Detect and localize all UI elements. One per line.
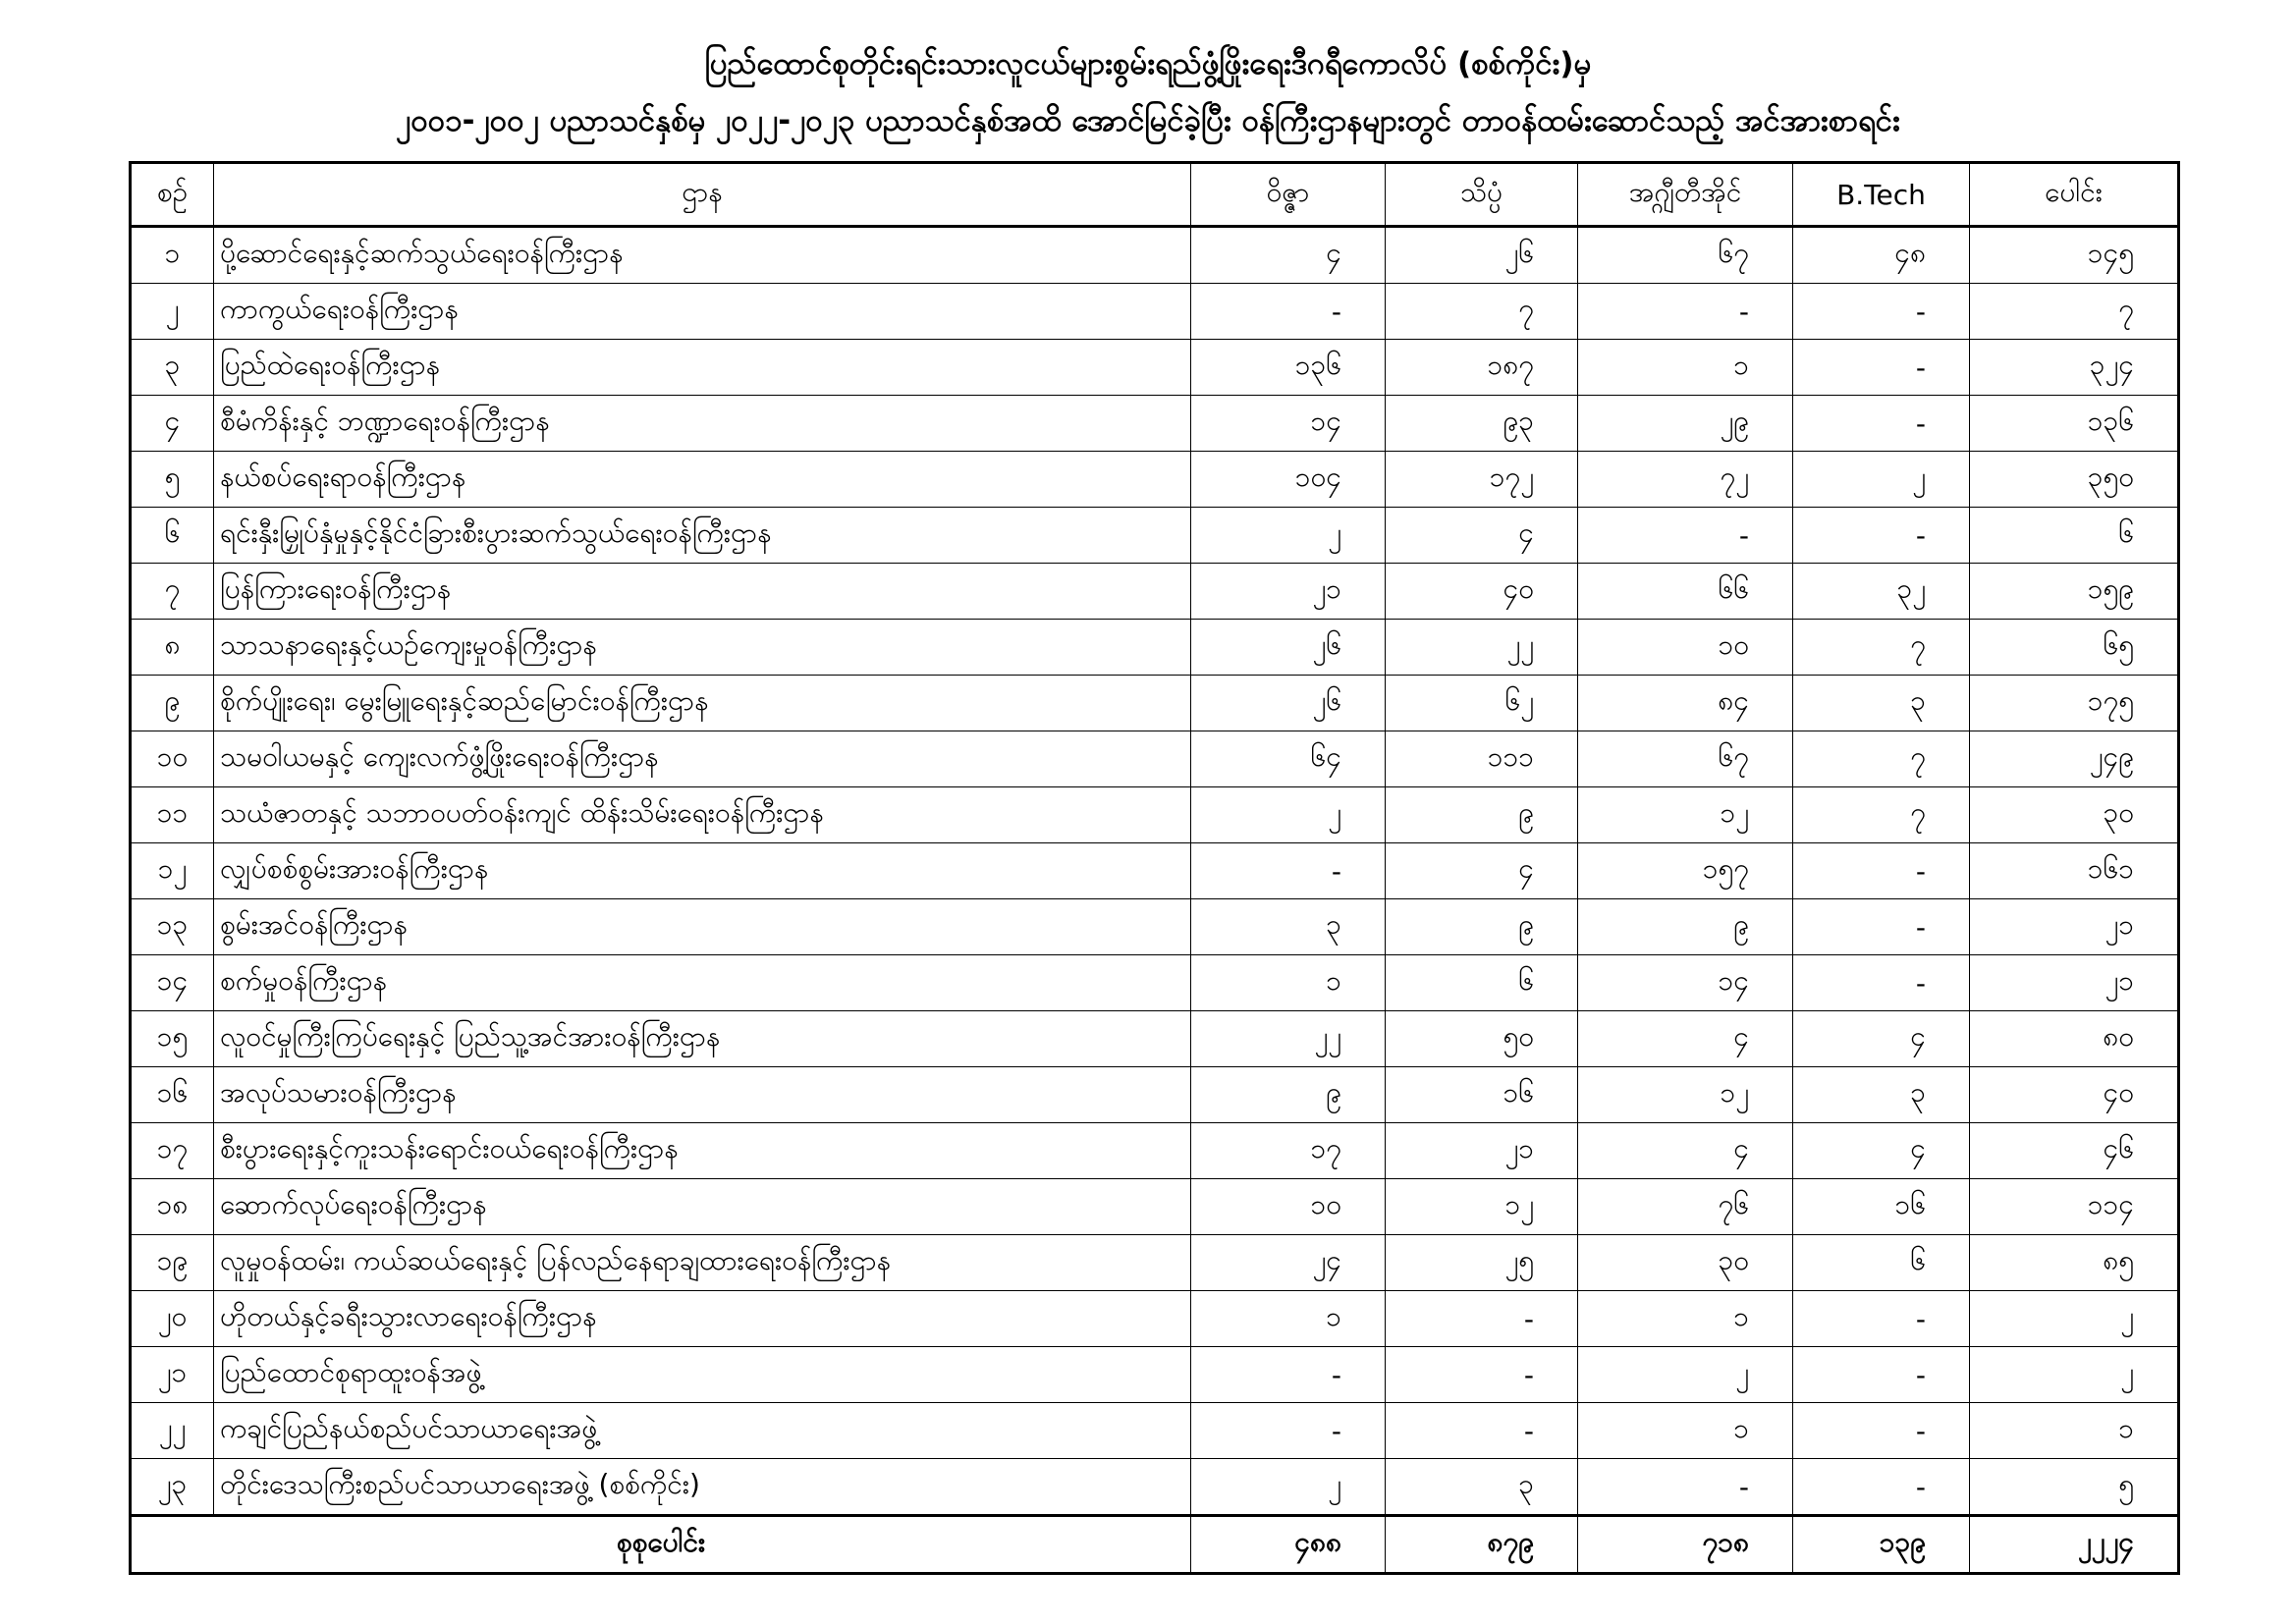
row-total: ၁၃၆: [1970, 396, 2179, 452]
row-total: ၄၀: [1970, 1067, 2179, 1123]
science-count: ၇: [1386, 284, 1578, 340]
row-number: ၁၃: [131, 899, 214, 955]
table-row: [131, 340, 2179, 396]
science-count: ၆၂: [1386, 676, 1578, 731]
science-count: ၁၈၇: [1386, 340, 1578, 396]
department-name: ပြည်ထောင်စုရာထူးဝန်အဖွဲ့: [214, 1347, 1191, 1403]
engineering-count: ၆၇: [1578, 227, 1793, 284]
engineering-count: ၇၆: [1578, 1179, 1793, 1235]
row-number: ၁၉: [131, 1235, 214, 1291]
row-number: ၂၂: [131, 1403, 214, 1459]
table-row: [131, 1347, 2179, 1403]
department-name: ရင်းနှီးမြှုပ်နှံမှုနှင့်နိုင်ငံခြားစီးပွားဆက်သွယ်ရေးဝန်ကြီးဌာန: [214, 508, 1191, 564]
row-number: ၁၀: [131, 731, 214, 787]
table-row: [131, 620, 2179, 676]
row-number: ၁၁: [131, 787, 214, 843]
engineering-count: ၆၆: [1578, 564, 1793, 620]
header-no: စဉ်: [131, 163, 214, 227]
header-engineering: အဂ္ဂျီတီအိုင်: [1578, 163, 1793, 227]
engineering-count: ၇၂: [1578, 452, 1793, 508]
table-row: [131, 452, 2179, 508]
row-total: ၂၁: [1970, 955, 2179, 1011]
row-total: ၃၅၀: [1970, 452, 2179, 508]
row-total: ၁: [1970, 1403, 2179, 1459]
staff-strength-table: [129, 161, 2180, 1575]
table-row: [131, 955, 2179, 1011]
table-row: [131, 1123, 2179, 1179]
row-total: ၂၁: [1970, 899, 2179, 955]
table-row: [131, 1403, 2179, 1459]
btech-count: ၃: [1793, 1067, 1970, 1123]
engineering-count: ၁: [1578, 1403, 1793, 1459]
science-count: ၂၁: [1386, 1123, 1578, 1179]
science-count: ၁၆: [1386, 1067, 1578, 1123]
diploma-count: ၁၀: [1191, 1179, 1386, 1235]
diploma-count: -: [1191, 1403, 1386, 1459]
diploma-count: ၆၄: [1191, 731, 1386, 787]
department-name: စီးပွားရေးနှင့်ကူးသန်းရောင်းဝယ်ရေးဝန်ကြီးဌာန: [214, 1123, 1191, 1179]
header-science: သိပ္ပံ: [1386, 163, 1578, 227]
engineering-count: ၄: [1578, 1011, 1793, 1067]
row-total: ၁၇၅: [1970, 676, 2179, 731]
engineering-count: ၄: [1578, 1123, 1793, 1179]
row-total: ၃၂၄: [1970, 340, 2179, 396]
diploma-count: ၂၄: [1191, 1235, 1386, 1291]
table-header-row: [131, 163, 2179, 227]
row-number: ၁၄: [131, 955, 214, 1011]
row-number: ၈: [131, 620, 214, 676]
department-name: လူမှုဝန်ထမ်း၊ ကယ်ဆယ်ရေးနှင့် ပြန်လည်နေရာချထားရေးဝန်ကြီးဌာန: [214, 1235, 1191, 1291]
header-diploma: ဝိဇ္ဇာ: [1191, 163, 1386, 227]
department-name: အလုပ်သမားဝန်ကြီးဌာန: [214, 1067, 1191, 1123]
department-name: နယ်စပ်ရေးရာဝန်ကြီးဌာန: [214, 452, 1191, 508]
diploma-count: ၂၂: [1191, 1011, 1386, 1067]
totals-diploma: ၄၈၈: [1191, 1516, 1386, 1574]
science-count: ၂၂: [1386, 620, 1578, 676]
table-row: [131, 1235, 2179, 1291]
diploma-count: ၂၆: [1191, 676, 1386, 731]
btech-count: -: [1793, 396, 1970, 452]
science-count: ၉: [1386, 787, 1578, 843]
diploma-count: ၂: [1191, 508, 1386, 564]
science-count: ၂၅: [1386, 1235, 1578, 1291]
btech-count: ၇: [1793, 787, 1970, 843]
table-row: [131, 1291, 2179, 1347]
row-total: ၈၅: [1970, 1235, 2179, 1291]
diploma-count: ၂၆: [1191, 620, 1386, 676]
btech-count: ၁၆: [1793, 1179, 1970, 1235]
row-total: ၃၀: [1970, 787, 2179, 843]
row-number: ၁၆: [131, 1067, 214, 1123]
row-number: ၁၈: [131, 1179, 214, 1235]
department-name: တိုင်းဒေသကြီးစည်ပင်သာယာရေးအဖွဲ့ (စစ်ကိုင်း): [214, 1459, 1191, 1516]
totals-btech: ၁၃၉: [1793, 1516, 1970, 1574]
diploma-count: ၁၃၆: [1191, 340, 1386, 396]
engineering-count: ၈၄: [1578, 676, 1793, 731]
diploma-count: ၁: [1191, 955, 1386, 1011]
diploma-count: -: [1191, 843, 1386, 899]
department-name: လျှပ်စစ်စွမ်းအားဝန်ကြီးဌာန: [214, 843, 1191, 899]
header-department: ဌာန: [214, 163, 1191, 227]
diploma-count: ၂: [1191, 787, 1386, 843]
department-name: ဆောက်လုပ်ရေးဝန်ကြီးဌာန: [214, 1179, 1191, 1235]
table-row: [131, 1067, 2179, 1123]
btech-count: -: [1793, 1403, 1970, 1459]
btech-count: -: [1793, 508, 1970, 564]
department-name: စိုက်ပျိုးရေး၊ မွေးမြူရေးနှင့်ဆည်မြောင်းဝန်ကြီးဌာန: [214, 676, 1191, 731]
document-title-line-2: ၂၀၀၁-၂၀၀၂ ပညာသင်နှစ်မှ ၂၀၂၂-၂၀၂၃ ပညာသင်နှစ်အထိ အောင်မြင်ခဲ့ပြီး ဝန်ကြီးဌာနများတွင် တာဝန်ထမ်းဆောင်သည့် အင်အားစာရင်း: [396, 103, 1900, 138]
science-count: -: [1386, 1347, 1578, 1403]
btech-count: -: [1793, 955, 1970, 1011]
diploma-count: -: [1191, 1347, 1386, 1403]
row-total: ၂: [1970, 1291, 2179, 1347]
btech-count: ၇: [1793, 620, 1970, 676]
engineering-count: ၁: [1578, 340, 1793, 396]
row-number: ၁၇: [131, 1123, 214, 1179]
diploma-count: ၂: [1191, 1459, 1386, 1516]
btech-count: -: [1793, 1347, 1970, 1403]
table-row: [131, 899, 2179, 955]
row-number: ၅: [131, 452, 214, 508]
diploma-count: ၁၄: [1191, 396, 1386, 452]
engineering-count: ၆၇: [1578, 731, 1793, 787]
btech-count: -: [1793, 340, 1970, 396]
btech-count: -: [1793, 843, 1970, 899]
btech-count: ၄: [1793, 1123, 1970, 1179]
row-total: ၇: [1970, 284, 2179, 340]
table-row: [131, 731, 2179, 787]
department-name: စီမံကိန်းနှင့် ဘဏ္ဍာရေးဝန်ကြီးဌာန: [214, 396, 1191, 452]
totals-label: စုစုပေါင်း: [131, 1516, 1191, 1574]
science-count: ၉: [1386, 899, 1578, 955]
science-count: ၁၁၁: [1386, 731, 1578, 787]
diploma-count: ၂၁: [1191, 564, 1386, 620]
table-row: [131, 843, 2179, 899]
btech-count: -: [1793, 1291, 1970, 1347]
engineering-count: ၁၀: [1578, 620, 1793, 676]
row-number: ၂: [131, 284, 214, 340]
department-name: သာသနာရေးနှင့်ယဉ်ကျေးမှုဝန်ကြီးဌာန: [214, 620, 1191, 676]
totals-science: ၈၇၉: [1386, 1516, 1578, 1574]
diploma-count: ၃: [1191, 899, 1386, 955]
engineering-count: ၃၀: [1578, 1235, 1793, 1291]
table-row: [131, 787, 2179, 843]
science-count: ၄: [1386, 508, 1578, 564]
table-row: [131, 284, 2179, 340]
table-row: [131, 564, 2179, 620]
diploma-count: ၁၇: [1191, 1123, 1386, 1179]
btech-count: ၇: [1793, 731, 1970, 787]
table-row: [131, 1011, 2179, 1067]
row-total: ၁၆၁: [1970, 843, 2179, 899]
row-number: ၂၁: [131, 1347, 214, 1403]
science-count: ၄: [1386, 843, 1578, 899]
row-total: ၁၁၄: [1970, 1179, 2179, 1235]
table-row: [131, 508, 2179, 564]
diploma-count: ၄: [1191, 227, 1386, 284]
totals-grand-total: ၂၂၂၄: [1970, 1516, 2179, 1574]
row-total: ၄၆: [1970, 1123, 2179, 1179]
science-count: -: [1386, 1291, 1578, 1347]
row-total: ၈၀: [1970, 1011, 2179, 1067]
btech-count: ၂: [1793, 452, 1970, 508]
header-total: ပေါင်း: [1970, 163, 2179, 227]
row-number: ၂၀: [131, 1291, 214, 1347]
row-total: ၁၅၉: [1970, 564, 2179, 620]
document-title-line-1: ပြည်ထောင်စုတိုင်းရင်းသားလူငယ်များစွမ်းရည်ဖွံ့ဖြိုးရေးဒီဂရီကောလိပ် (စစ်ကိုင်း)မှ: [704, 46, 1592, 81]
row-number: ၁: [131, 227, 214, 284]
table-row: [131, 1459, 2179, 1516]
table-row: [131, 227, 2179, 284]
row-total: ၁၄၅: [1970, 227, 2179, 284]
table-row: [131, 1179, 2179, 1235]
department-name: သမဝါယမနှင့် ကျေးလက်ဖွံ့ဖြိုးရေးဝန်ကြီးဌာန: [214, 731, 1191, 787]
row-number: ၇: [131, 564, 214, 620]
engineering-count: -: [1578, 508, 1793, 564]
btech-count: ၄၈: [1793, 227, 1970, 284]
science-count: -: [1386, 1403, 1578, 1459]
engineering-count: ၁၄: [1578, 955, 1793, 1011]
engineering-count: ၁၂: [1578, 787, 1793, 843]
btech-count: -: [1793, 1459, 1970, 1516]
row-total: ၅: [1970, 1459, 2179, 1516]
department-name: ကာကွယ်ရေးဝန်ကြီးဌာန: [214, 284, 1191, 340]
engineering-count: ၉: [1578, 899, 1793, 955]
totals-engineering: ၇၁၈: [1578, 1516, 1793, 1574]
diploma-count: ၉: [1191, 1067, 1386, 1123]
science-count: ၂၆: [1386, 227, 1578, 284]
table-row: [131, 396, 2179, 452]
department-name: စက်မှုဝန်ကြီးဌာန: [214, 955, 1191, 1011]
department-name: ပို့ဆောင်ရေးနှင့်ဆက်သွယ်ရေးဝန်ကြီးဌာန: [214, 227, 1191, 284]
table-row: [131, 676, 2179, 731]
science-count: ၅၀: [1386, 1011, 1578, 1067]
engineering-count: ၁၂: [1578, 1067, 1793, 1123]
science-count: ၆: [1386, 955, 1578, 1011]
btech-count: -: [1793, 899, 1970, 955]
row-total: ၂: [1970, 1347, 2179, 1403]
department-name: သယံဇာတနှင့် သဘာဝပတ်ဝန်းကျင် ထိန်းသိမ်းရေးဝန်ကြီးဌာန: [214, 787, 1191, 843]
btech-count: -: [1793, 284, 1970, 340]
science-count: ၉၃: [1386, 396, 1578, 452]
diploma-count: ၁၀၄: [1191, 452, 1386, 508]
science-count: ၄၀: [1386, 564, 1578, 620]
department-name: ကချင်ပြည်နယ်စည်ပင်သာယာရေးအဖွဲ့: [214, 1403, 1191, 1459]
department-name: ပြန်ကြားရေးဝန်ကြီးဌာန: [214, 564, 1191, 620]
totals-row: [131, 1516, 2179, 1574]
row-total: ၂၄၉: [1970, 731, 2179, 787]
engineering-count: ၂၉: [1578, 396, 1793, 452]
row-number: ၄: [131, 396, 214, 452]
row-total: ၆: [1970, 508, 2179, 564]
btech-count: ၃: [1793, 676, 1970, 731]
department-name: ဟိုတယ်နှင့်ခရီးသွားလာရေးဝန်ကြီးဌာန: [214, 1291, 1191, 1347]
row-number: ၂၃: [131, 1459, 214, 1516]
row-number: ၃: [131, 340, 214, 396]
btech-count: ၆: [1793, 1235, 1970, 1291]
science-count: ၃: [1386, 1459, 1578, 1516]
engineering-count: ၂: [1578, 1347, 1793, 1403]
btech-count: ၄: [1793, 1011, 1970, 1067]
department-name: စွမ်းအင်ဝန်ကြီးဌာန: [214, 899, 1191, 955]
row-number: ၉: [131, 676, 214, 731]
diploma-count: ၁: [1191, 1291, 1386, 1347]
engineering-count: -: [1578, 284, 1793, 340]
engineering-count: ၁: [1578, 1291, 1793, 1347]
department-name: ပြည်ထဲရေးဝန်ကြီးဌာန: [214, 340, 1191, 396]
header-btech: B.Tech: [1793, 163, 1970, 227]
engineering-count: ၁၅၇: [1578, 843, 1793, 899]
diploma-count: -: [1191, 284, 1386, 340]
row-total: ၆၅: [1970, 620, 2179, 676]
science-count: ၁၇၂: [1386, 452, 1578, 508]
science-count: ၁၂: [1386, 1179, 1578, 1235]
row-number: ၁၅: [131, 1011, 214, 1067]
btech-count: ၃၂: [1793, 564, 1970, 620]
row-number: ၆: [131, 508, 214, 564]
engineering-count: -: [1578, 1459, 1793, 1516]
department-name: လူဝင်မှုကြီးကြပ်ရေးနှင့် ပြည်သူ့အင်အားဝန်ကြီးဌာန: [214, 1011, 1191, 1067]
row-number: ၁၂: [131, 843, 214, 899]
